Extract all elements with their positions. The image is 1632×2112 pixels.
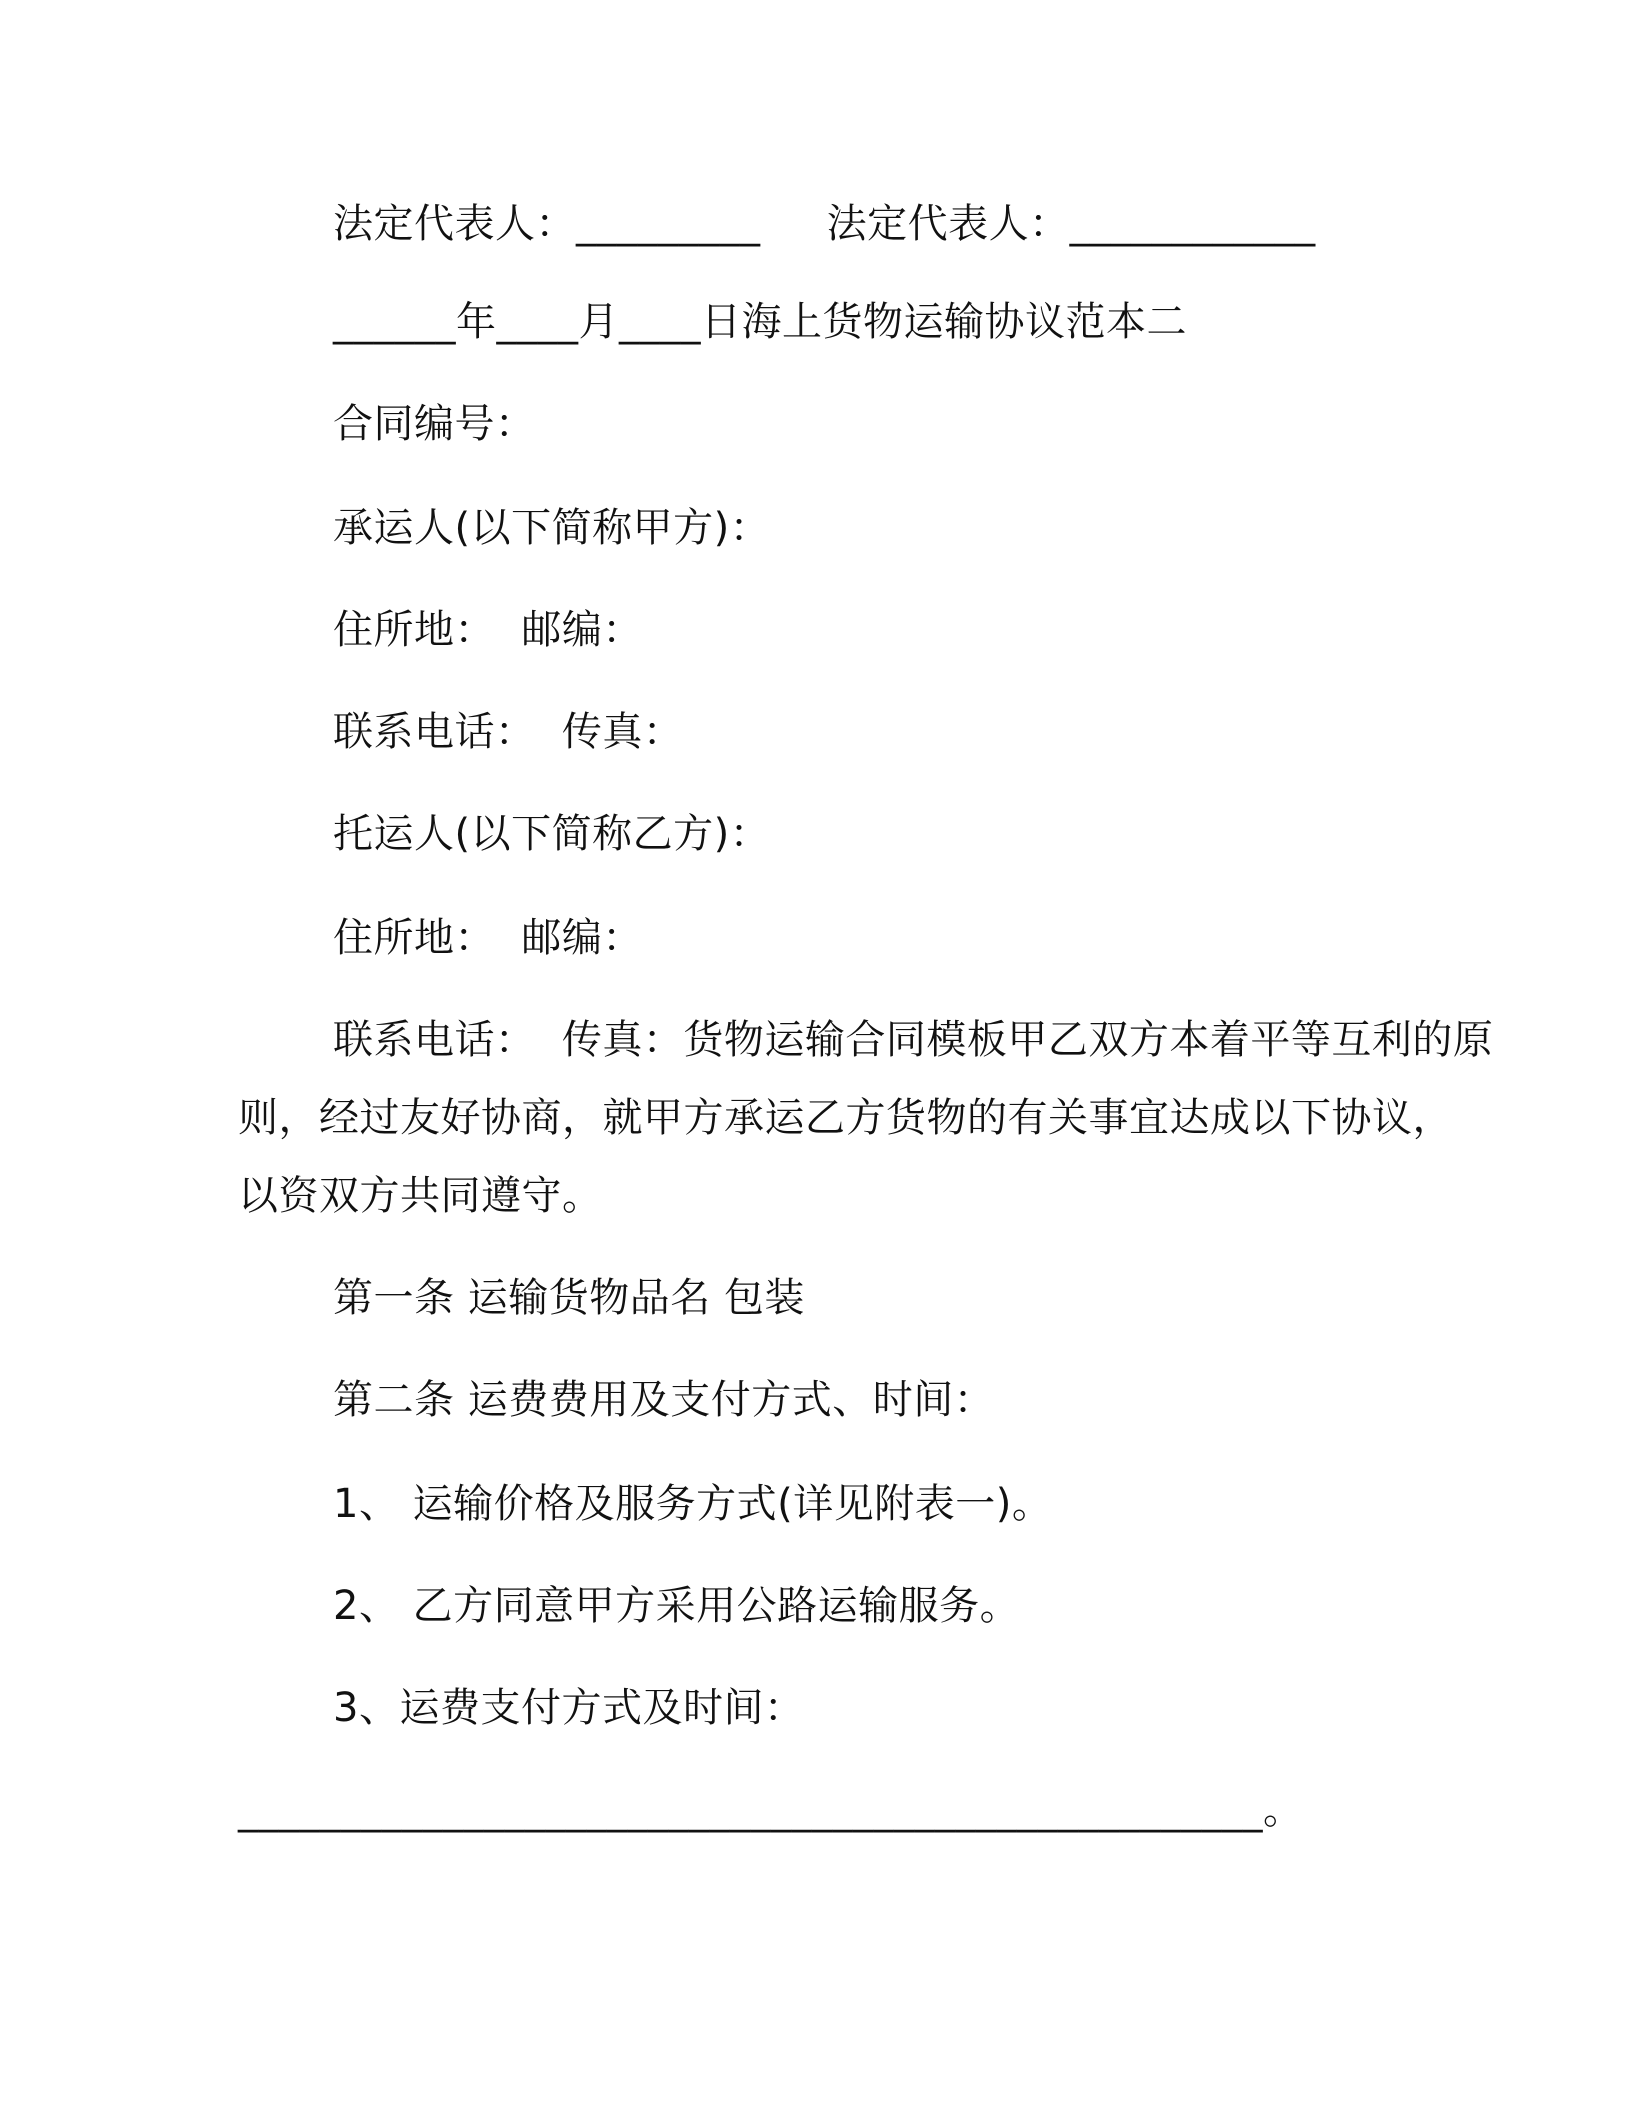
preamble-line-3: 以资双方共同遵守。 bbox=[238, 1173, 603, 1219]
shipper-address-line: 住所地： 邮编： bbox=[333, 915, 643, 961]
contract-number-line: 合同编号： bbox=[333, 401, 536, 447]
carrier-address-line: 住所地： 邮编： bbox=[333, 607, 643, 653]
carrier-contact-line: 联系电话： 传真： bbox=[333, 709, 684, 755]
legal-representative-line: 法定代表人：_________ 法定代表人：____________ bbox=[333, 201, 1316, 247]
payment-blank-line: __________________________________________________。 bbox=[238, 1787, 1304, 1833]
article-two-item-3: 3、运费支付方式及时间： bbox=[333, 1685, 805, 1731]
article-two-item-2: 2、 乙方同意甲方采用公路运输服务。 bbox=[333, 1583, 1021, 1629]
date-and-title-line: ______年____月____日海上货物运输协议范本二 bbox=[333, 299, 1187, 345]
shipper-contact-and-preamble-line: 联系电话： 传真：货物运输合同模板甲乙双方本着平等互利的原 bbox=[333, 1017, 1494, 1063]
carrier-line: 承运人(以下简称甲方)： bbox=[333, 505, 771, 551]
article-one-heading: 第一条 运输货物品名 包装 bbox=[333, 1275, 805, 1321]
preamble-line-2: 则，经过友好协商，就甲方承运乙方货物的有关事宜达成以下协议， bbox=[238, 1095, 1453, 1141]
article-two-heading: 第二条 运费费用及支付方式、时间： bbox=[333, 1377, 995, 1423]
article-two-item-1: 1、 运输价格及服务方式(详见附表一)。 bbox=[333, 1481, 1053, 1527]
shipper-line: 托运人(以下简称乙方)： bbox=[333, 811, 771, 857]
